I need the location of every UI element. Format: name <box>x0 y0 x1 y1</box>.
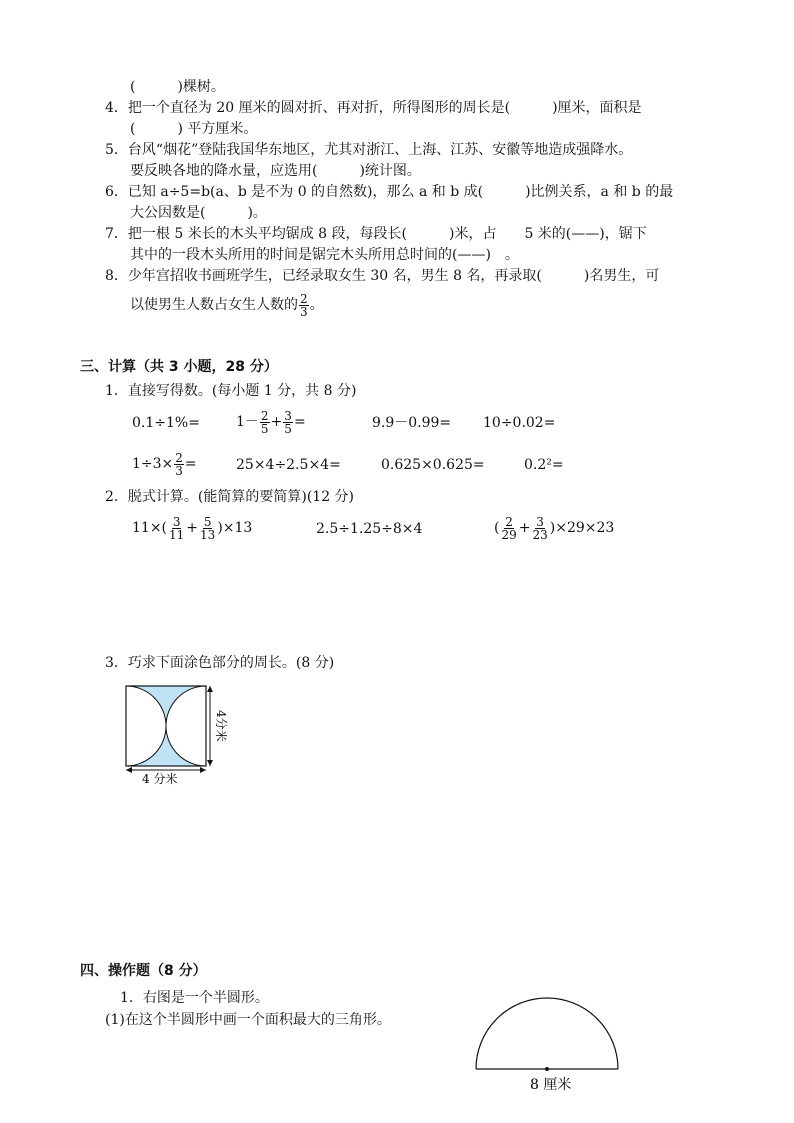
frac-num: 5 <box>203 514 212 529</box>
calc-r1-c: 9.9－0.99= <box>372 415 452 431</box>
q7-line2: 其中的一段木头所用的时间是锯完木头所用总时间的(——) 。 <box>130 247 519 263</box>
center-point <box>545 1067 549 1071</box>
expr-1-post: )×13 <box>217 520 253 536</box>
expr-3-frac2 <box>531 516 548 541</box>
expr-1-mid: + <box>186 520 199 536</box>
expr-3-pre: ( <box>494 520 500 536</box>
sec4-sub1: 1．右图是一个半圆形。 <box>120 990 269 1006</box>
frac-num: 2 <box>175 450 183 465</box>
q5-line2: 要反映各地的降水量，应选用( )统计图。 <box>130 163 421 179</box>
frac-den: 23 <box>532 527 548 542</box>
expr-1-frac1 <box>168 516 185 541</box>
calc-r2-c: 0.625×0.625= <box>381 457 485 473</box>
expr-1-pre: 11×( <box>132 520 168 536</box>
sec4-sub1-a: (1)在这个半圆形中画一个面积最大的三角形。 <box>105 1012 391 1028</box>
q6-line1: 6．已知 a÷5=b(a、b 是不为 0 的自然数)，那么 a 和 b 成( )比例关系，a 和 b 的最 <box>105 184 674 200</box>
expr-3-mid: + <box>518 520 531 536</box>
q5-line1: 5．台风“烟花”登陆我国华东地区，尤其对浙江、上海、江苏、安徽等地造成强降水。 <box>105 142 633 158</box>
q6-line2: 大公因数是( )。 <box>130 205 267 221</box>
frac-num: 3 <box>172 514 181 529</box>
q8-frac-num: 2 <box>300 291 308 306</box>
sec3-sub2: 2．脱式计算。(能简算的要简算)(12 分) <box>105 489 355 505</box>
semicircle-arc <box>476 998 618 1069</box>
side-arrow-top <box>207 686 213 692</box>
q8-fraction <box>299 293 309 318</box>
q8-line1: 8．少年宫招收书画班学生，已经录取女生 30 名，男生 8 名，再录取( )名男生，可 <box>105 268 660 284</box>
expr-3-post: )×29×23 <box>549 520 615 536</box>
sec3-sub3: 3．巧求下面涂色部分的周长。(8 分) <box>105 655 335 671</box>
sec3-sub1: 1．直接写得数。(每小题 1 分，共 8 分) <box>105 383 357 399</box>
frac-num: 3 <box>284 408 292 423</box>
frac-den: 13 <box>200 527 216 542</box>
expr-1-frac2 <box>199 516 216 541</box>
calc-r1-b-pre: 1－ <box>236 414 259 430</box>
calc-r2-d: 0.2²= <box>524 457 564 473</box>
side-arrow-bottom <box>207 760 213 766</box>
frac-den: 29 <box>501 527 517 542</box>
calc-r2-a-frac <box>174 452 184 477</box>
q4-line1: 4．把一个直径为 20 厘米的圆对折、再对折，所得图形的周长是( )厘米，面积是 <box>105 100 642 116</box>
side-label: 4分米 <box>214 710 228 742</box>
q8-line2-post: 。 <box>309 297 324 313</box>
q7-line1: 7．把一根 5 米长的木头平均锯成 8 段，每段长( )米，占 5 米的(——)，锯下 <box>105 226 647 242</box>
calc-r2-b: 25×4÷2.5×4= <box>236 457 341 473</box>
calc-r2-a-post: = <box>184 456 197 472</box>
shaded-square-figure <box>118 680 238 790</box>
frac-den: 3 <box>175 463 183 478</box>
frac-num: 3 <box>536 514 544 529</box>
calc-r1-b-post: = <box>293 414 306 430</box>
semicircle-figure <box>470 995 630 1095</box>
frac-num: 2 <box>505 514 513 529</box>
calc-r1-d: 10÷0.02= <box>483 415 556 431</box>
q8-line2-pre: 以使男生人数占女生人数的 <box>130 297 298 313</box>
section4-title: 四、操作题（8 分） <box>80 963 207 979</box>
expr-2: 2.5÷1.25÷8×4 <box>316 521 423 537</box>
section3-title: 三、计算（共 3 小题，28 分） <box>80 359 278 375</box>
q4-line2: ( ) 平方厘米。 <box>130 121 258 137</box>
frac-den: 11 <box>169 527 185 542</box>
calc-r1-a: 0.1÷1%= <box>132 415 200 431</box>
frac-den: 5 <box>284 421 292 436</box>
bottom-arrow-right <box>200 767 206 773</box>
bottom-arrow-left <box>126 767 132 773</box>
calc-r2-a <box>132 448 197 480</box>
calc-r1-b-mid: + <box>270 414 283 430</box>
q3-tail: ( )棵树。 <box>130 79 225 95</box>
expr-1 <box>132 512 252 544</box>
calc-r2-a-pre: 1÷3× <box>132 456 174 472</box>
bottom-label: 4 分米 <box>142 772 178 786</box>
calc-r1-b-frac2 <box>283 410 293 435</box>
diameter-label: 8 厘米 <box>530 1077 572 1093</box>
calc-r1-b <box>236 406 306 438</box>
frac-num: 2 <box>260 408 269 423</box>
calc-r1-b-frac1 <box>260 410 270 435</box>
q8-frac-den: 3 <box>300 304 308 319</box>
q8-line2 <box>130 292 324 318</box>
expr-3-frac1 <box>500 516 517 541</box>
frac-den: 5 <box>260 421 269 436</box>
expr-3 <box>494 512 614 544</box>
